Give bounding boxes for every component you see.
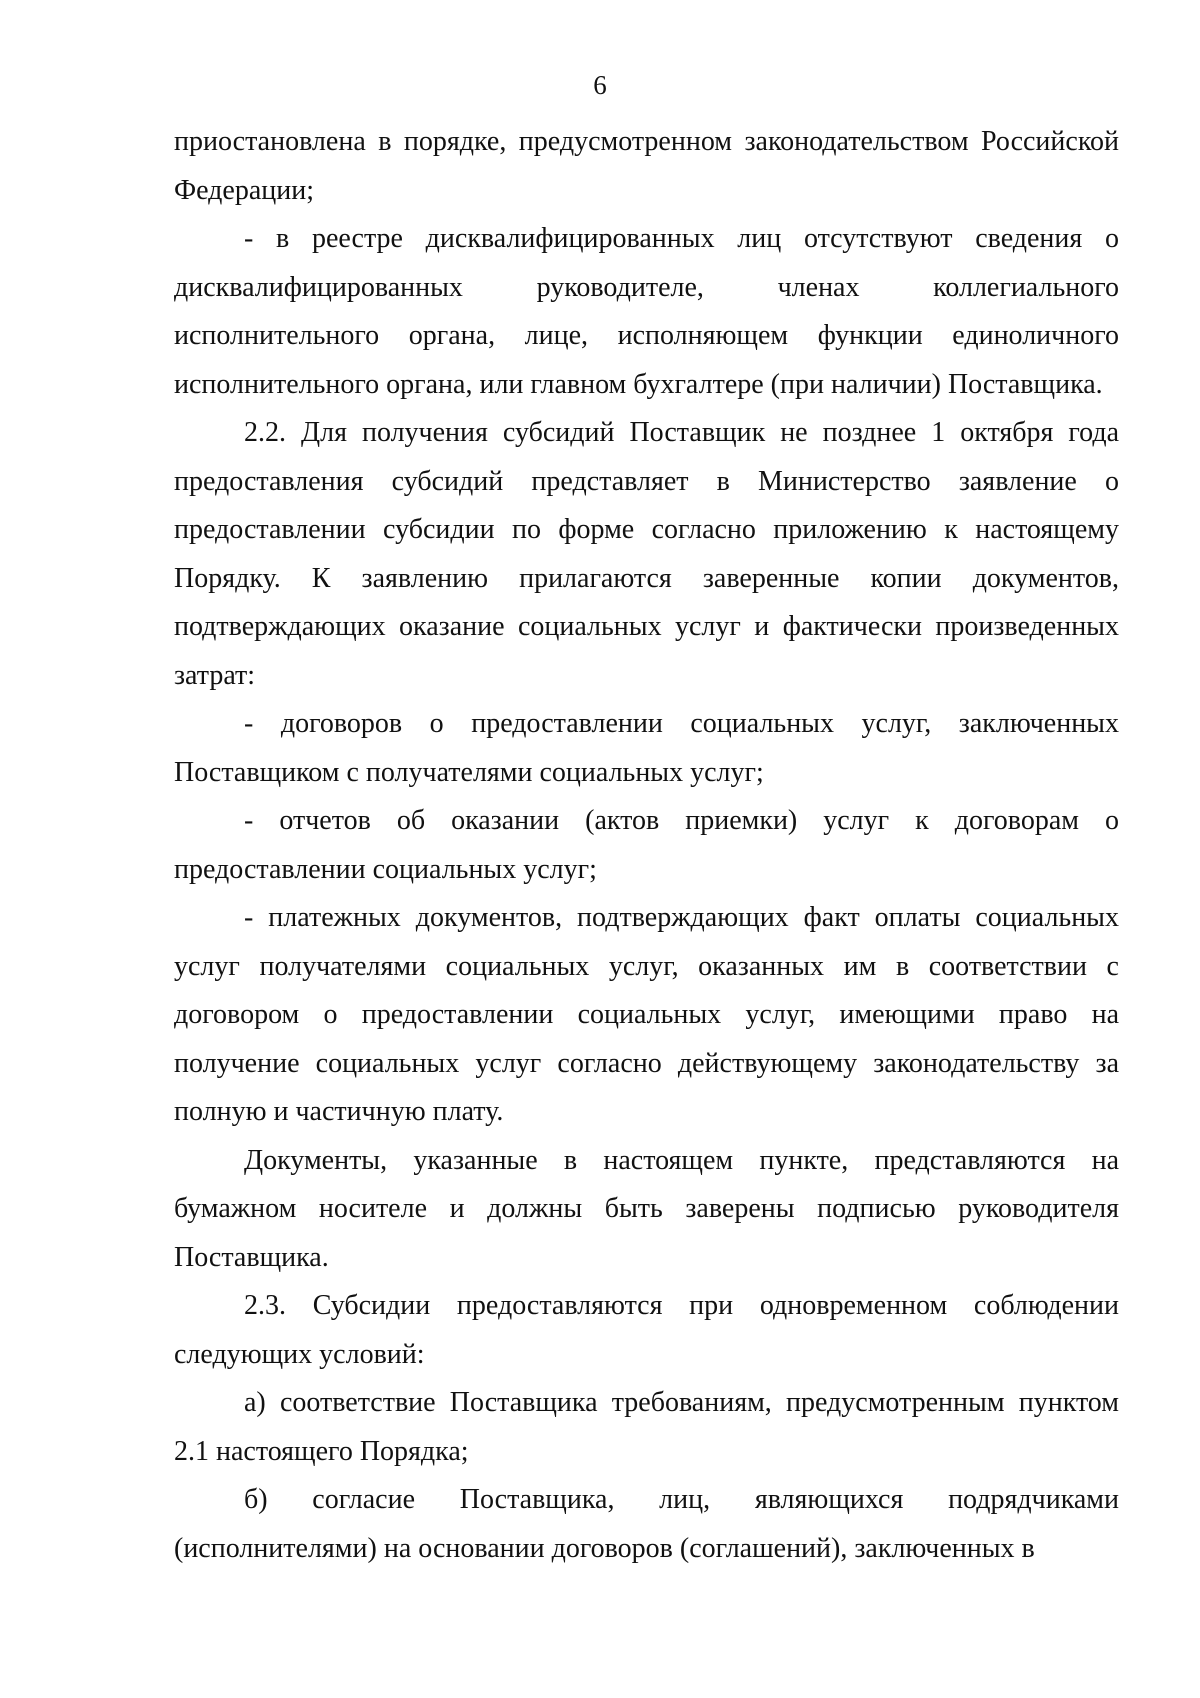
paragraph-contracts-item: - договоров о предоставлении социальных услуг, заключенных Поставщиком с получателями социальных услуг; xyxy=(174,708,1119,788)
paragraph-documents-paper: Документы, указанные в настоящем пункте, представляются на бумажном носителе и должны быть заверены подписью руководителя Поставщика. xyxy=(174,1144,1119,1273)
paragraph-reports-item: - отчетов об оказании (актов приемки) услуг к договорам о предоставлении социальных услуг; xyxy=(174,805,1119,885)
page-number: 6 xyxy=(593,70,607,100)
paragraph-federation-continuation: приостановлена в порядке, предусмотренном законодательством Российской Федерации; xyxy=(174,126,1119,206)
paragraph-payment-documents-item: - платежных документов, подтверждающих факт оплаты социальных услуг получателями социальных услуг, оказанных им в соответствии с договором о предоставлении социальных услуг, имеющими право на получение социальных услуг согласно действующему законодательству за полную и частичную плату. xyxy=(174,902,1119,1127)
paragraph-disqualified-registry: - в реестре дисквалифицированных лиц отсутствуют сведения о дисквалифицированных руководителе, членах коллегиального исполнительного органа, лице, исполняющем функции единоличного исполнительного органа, или главном бухгалтере (при наличии) Поставщика. xyxy=(174,223,1119,400)
paragraph-condition-a: а) соответствие Поставщика требованиям, предусмотренным пунктом 2.1 настоящего Порядка; xyxy=(174,1387,1119,1467)
paragraph-section-2-2: 2.2. Для получения субсидий Поставщик не позднее 1 октября года предоставления субсидий представляет в Министерство заявление о предоставлении субсидии по форме согласно приложению к настоящему Порядку. К заявлению прилагаются заверенные копии документов, подтверждающих оказание социальных услуг и фактически произведенных затрат: xyxy=(174,417,1119,691)
document-body xyxy=(174,118,1119,1573)
paragraph-section-2-3: 2.3. Субсидии предоставляются при одновременном соблюдении следующих условий: xyxy=(174,1290,1119,1370)
paragraph-condition-b: б) согласие Поставщика, лиц, являющихся подрядчиками (исполнителями) на основании договоров (соглашений), заключенных в xyxy=(174,1484,1119,1564)
